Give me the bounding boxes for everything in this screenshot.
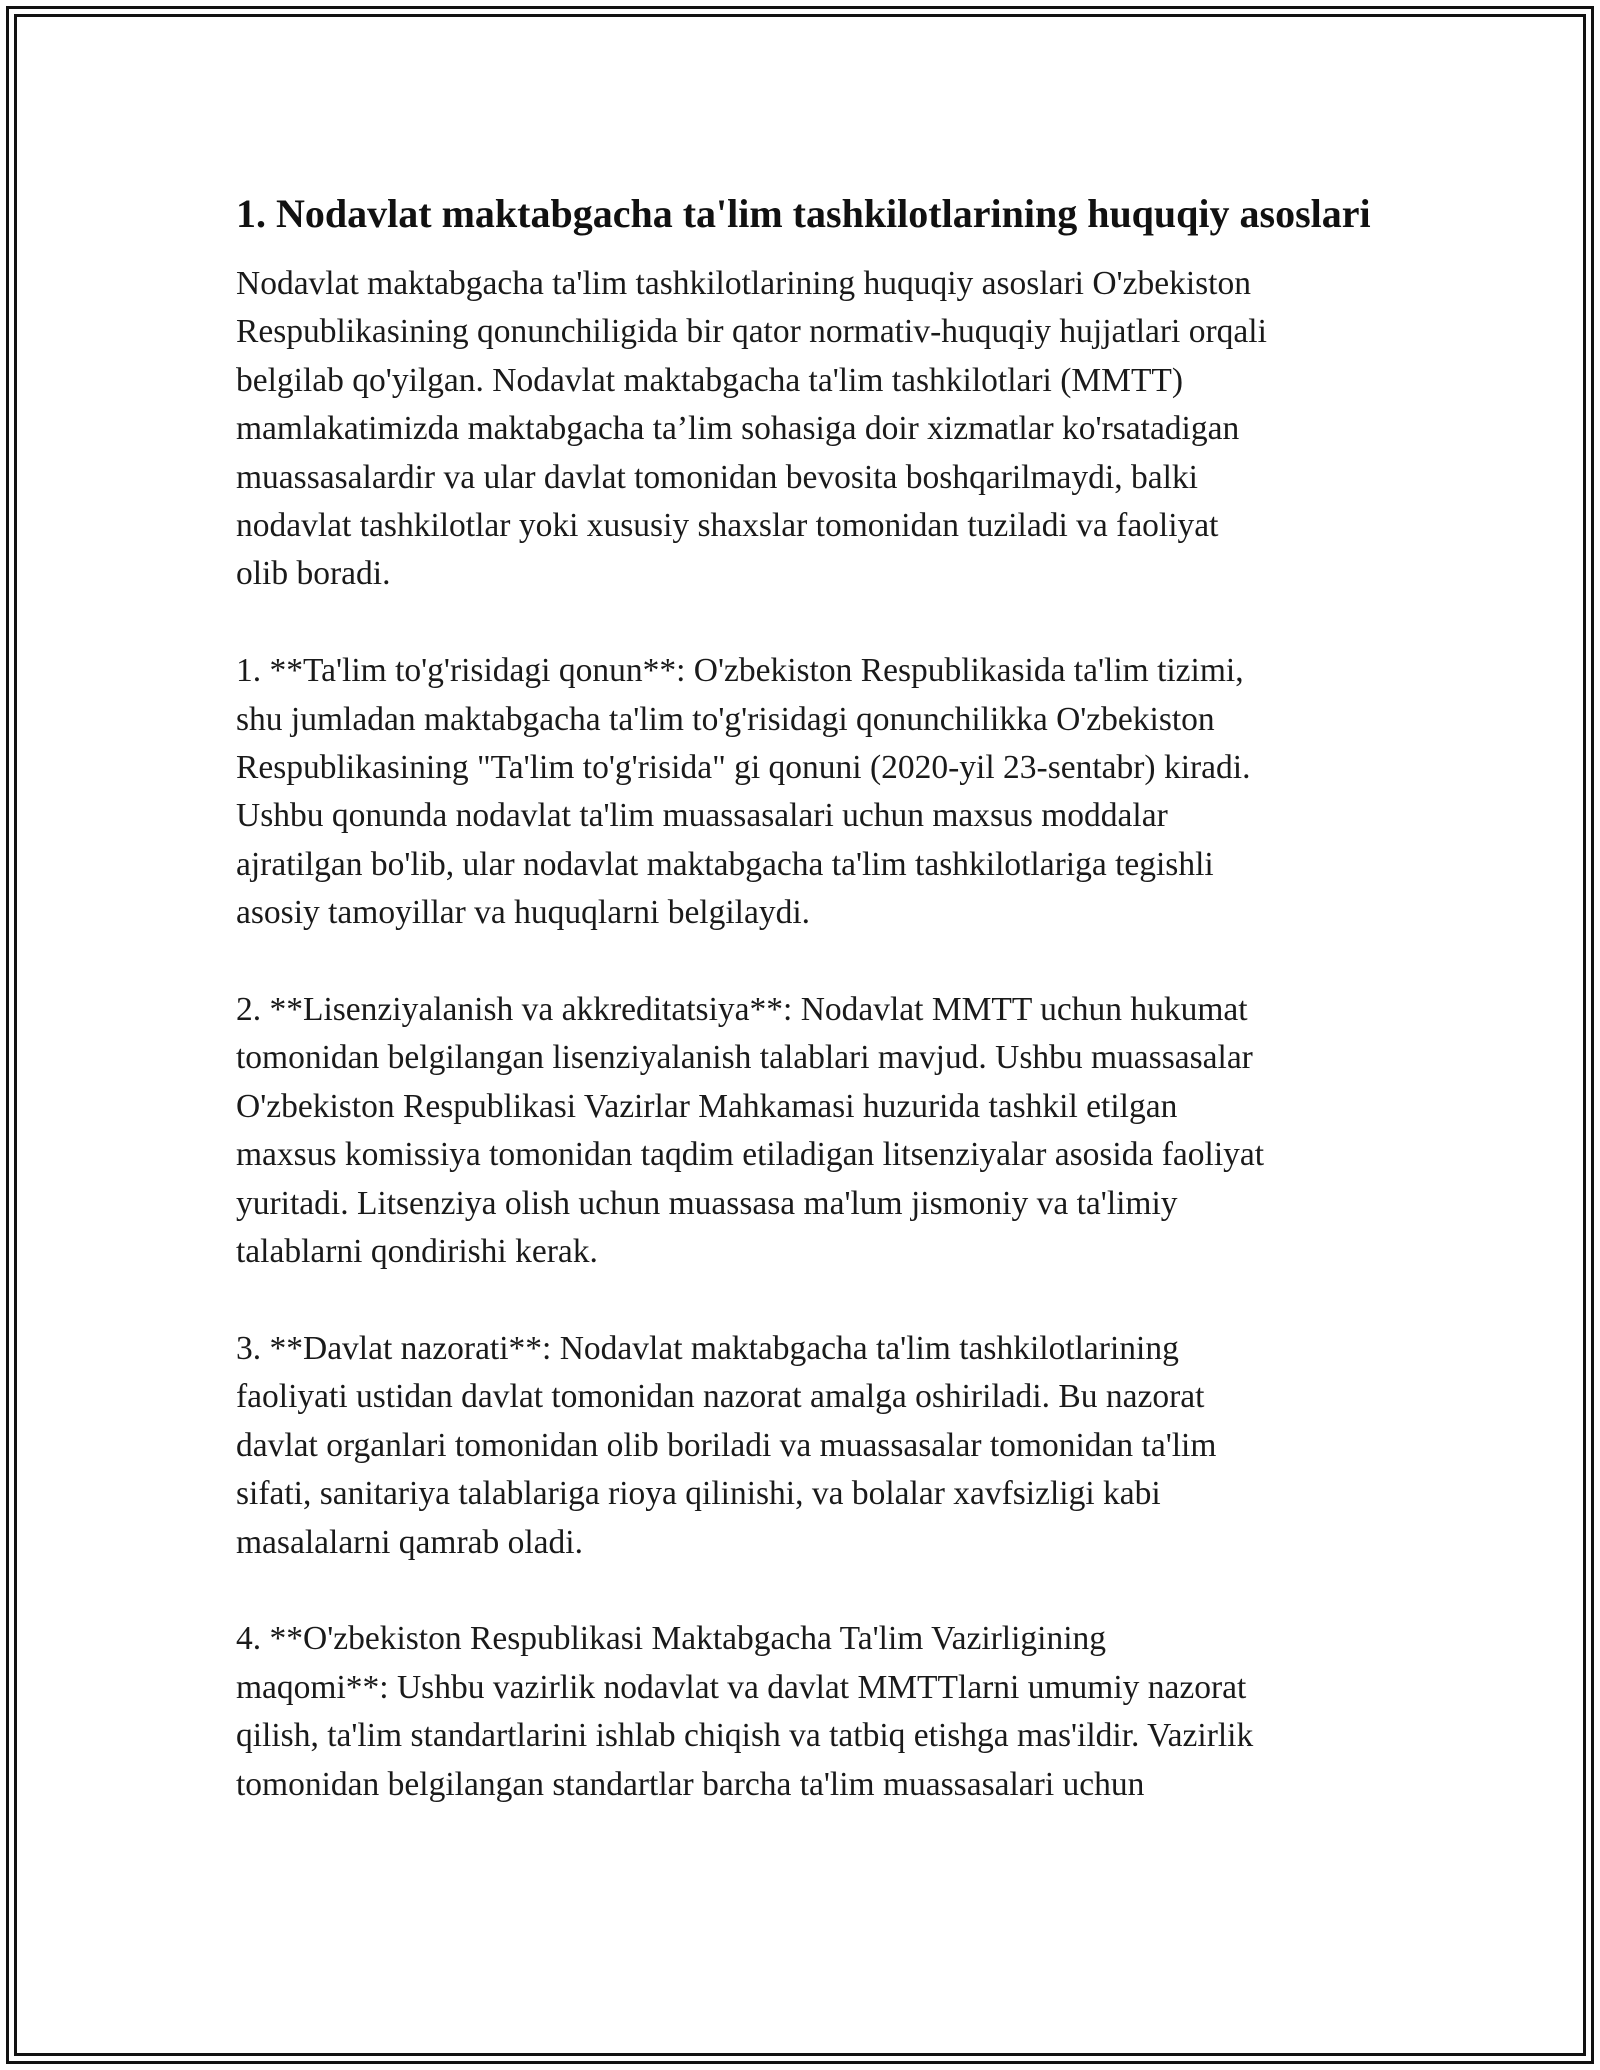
paragraph-state-control: 3. **Davlat nazorati**: Nodavlat maktabgacha ta'lim tashkilotlarining faoliyati ustidan davlat tomonidan nazorat amalga oshiriladi. Bu nazorat davlat organlari tomonidan olib boriladi va muassasalar tomonidan ta'lim sifati, sanitariya talablariga rioya qilinishi, va bolalar xavfsizligi kabi masalalarni qamrab oladi.: [236, 1329, 1217, 1561]
intro-paragraph: Nodavlat maktabgacha ta'lim tashkilotlarining huquqiy asoslari O'zbekiston Respublikasining qonunchiligida bir qator normativ-huquqiy hujjatlari orqali belgilab qo'yilgan. Nodavlat maktabgacha ta'lim tashkilotlari (MMTT) mamlakatimizda maktabgacha ta’lim sohasiga doir xizmatlar ko'rsatadigan muassasalardir va ular davlat tomonidan bevosita boshqarilmaydi, balki nodavlat tashkilotlar yoki xususiy shaxslar tomonidan tuziladi va faoliyat olib boradi.: [236, 265, 1267, 593]
document-title: 1. Nodavlat maktabgacha ta'lim tashkilotlarining huquqiy asoslari: [236, 191, 1371, 236]
paragraph-ministry-status: 4. **O'zbekiston Respublikasi Maktabgacha Ta'lim Vazirligining maqomi**: Ushbu vazirlik nodavlat va davlat MMTTlarni umumiy nazorat qilish, ta'lim standartlarini ishlab chiqish va tatbiq etishga mas'ildir. Vazirlik tomonidan belgilangan standartlar barcha ta'lim muassasalari uchun: [236, 1620, 1254, 1803]
document-body: [236, 186, 1386, 1809]
paragraph-education-law: 1. **Ta'lim to'g'risidagi qonun**: O'zbekiston Respublikasida ta'lim tizimi, shu jumladan maktabgacha ta'lim to'g'risidagi qonunchilikka O'zbekiston Respublikasining "Ta'lim to'g'risida" gi qonuni (2020-yil 23-sentabr) kiradi. Ushbu qonunda nodavlat ta'lim muassasalari uchun maxsus moddalar ajratilgan bo'lib, ular nodavlat maktabgacha ta'lim tashkilotlariga tegishli asosiy tamoyillar va huquqlarni belgilaydi.: [236, 652, 1251, 932]
paragraph-licensing: 2. **Lisenziyalanish va akkreditatsiya**: Nodavlat MMTT uchun hukumat tomonidan belgilangan lisenziyalanish talablari mavjud. Ushbu muassasalar O'zbekiston Respublikasi Vazirlar Mahkamasi huzurida tashkil etilgan maxsus komissiya tomonidan taqdim etiladigan litsenziyalar asosida faoliyat yuritadi. Litsenziya olish uchun muassasa ma'lum jismoniy va ta'limiy talablarni qondirishi kerak.: [236, 991, 1265, 1271]
